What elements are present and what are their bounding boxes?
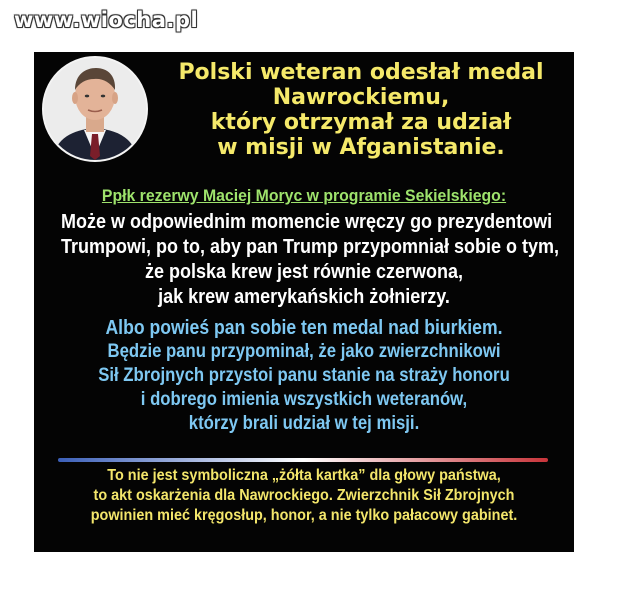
- headline-line: Polski weteran odesłał medal: [178, 60, 544, 85]
- quote-line: Sił Zbrojnych przystoi panu stanie na straży honoru: [98, 365, 510, 386]
- quote-line: Albo powieś pan sobie ten medal nad biurkiem.: [105, 317, 503, 339]
- quote-blue: [34, 316, 574, 436]
- flag-divider: [58, 458, 548, 462]
- man-portrait-icon: [44, 58, 146, 160]
- comment-line: powinien mieć kręgosłup, honor, a nie tylko pałacowy gabinet.: [90, 507, 518, 524]
- quote-line: jak krew amerykańskich żołnierzy.: [158, 286, 450, 308]
- site-watermark: www.wiocha.pl: [14, 8, 199, 32]
- quote-line: którzy brali udział w tej misji.: [188, 413, 420, 434]
- quote-line: że polska krew jest równie czerwona,: [144, 261, 464, 283]
- comment-line: to akt oskarżenia dla Nawrockiego. Zwierzchnik Sił Zbrojnych: [93, 487, 515, 504]
- headline-line: Nawrockiemu,: [272, 85, 450, 110]
- quote-line: Trumpowi, po to, aby pan Trump przypomniał sobie o tym,: [61, 236, 560, 258]
- quote-line: Będzie panu przypominał, że jako zwierzchnikowi: [107, 341, 501, 362]
- comment-line: To nie jest symboliczna „żółta kartka” dla głowy państwa,: [107, 467, 501, 484]
- subhead: Ppłk rezerwy Maciej Moryc w programie Sekielskiego:: [101, 186, 507, 205]
- comment-yellow: [34, 466, 574, 526]
- quote-line: i dobrego imienia wszystkich weteranów,: [140, 389, 468, 410]
- headline-line: który otrzymał za udział: [210, 110, 512, 135]
- quote-white: [34, 210, 574, 310]
- headline-line: w misji w Afganistanie.: [217, 135, 505, 160]
- headline: [146, 60, 576, 160]
- avatar-photo: [42, 56, 148, 162]
- quote-line: Może w odpowiednim momencie wręczy go prezydentowi: [61, 211, 553, 233]
